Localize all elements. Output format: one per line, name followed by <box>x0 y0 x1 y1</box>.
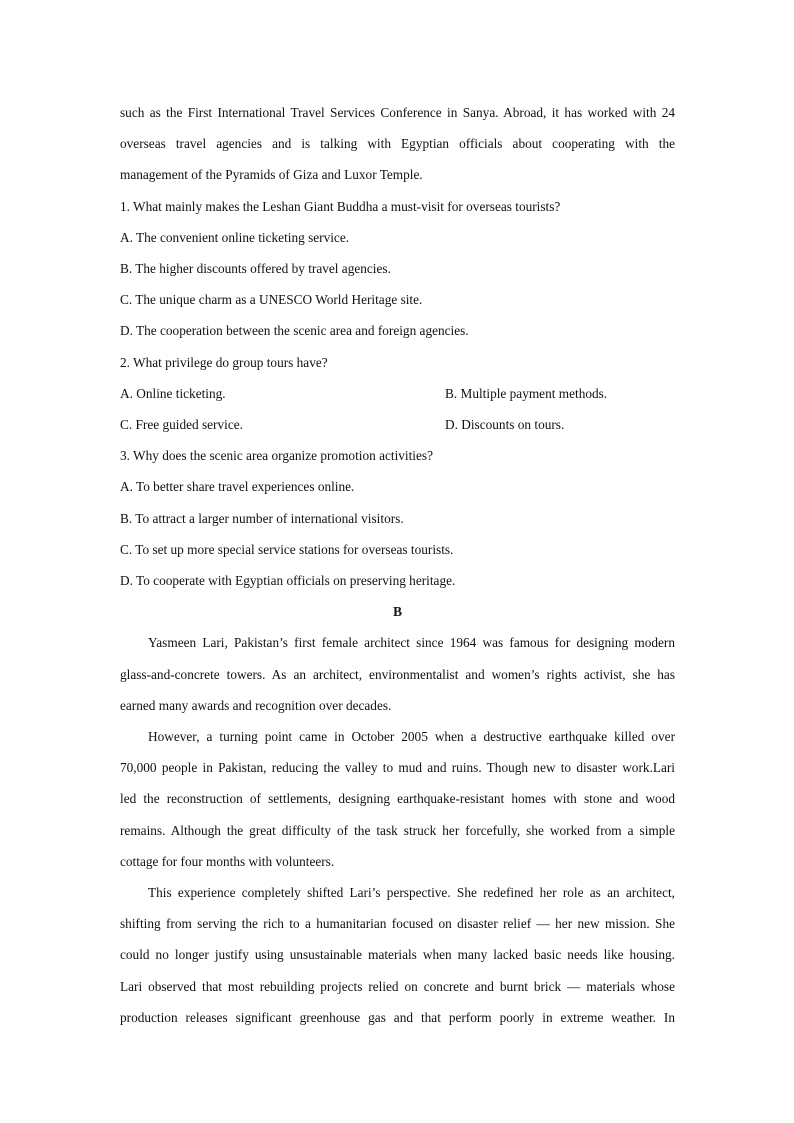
option-d: D. The cooperation between the scenic area and foreign agencies. <box>120 323 469 339</box>
passage-a-tail <box>120 97 675 191</box>
question-3 <box>120 440 675 596</box>
option-d: D. To cooperate with Egyptian officials on preserving heritage. <box>120 573 456 589</box>
text-line: led the reconstruction of settlements, designing earthquake-resistant homes with stone and wood <box>120 791 675 807</box>
text-line: cottage for four months with volunteers. <box>120 853 335 869</box>
question-stem: 2. What privilege do group tours have? <box>120 354 328 370</box>
text-line: shifting from serving the rich to a humanitarian focused on disaster relief — her new mission. She <box>120 916 675 932</box>
text-line: such as the First International Travel Services Conference in Sanya. Abroad, it has worked with 24 <box>120 105 675 120</box>
options-row <box>120 409 675 440</box>
option-b: B. To attract a larger number of international visitors. <box>120 510 404 526</box>
text-line: This experience completely shifted Lari’s perspective. She redefined her role as an architect, <box>148 884 675 900</box>
text-line: production releases significant greenhouse gas and that perform poorly in extreme weather. In <box>120 1009 675 1025</box>
text-line: remains. Although the great difficulty of the task struck her forcefully, she worked from a simple <box>120 822 675 838</box>
text-line: 70,000 people in Pakistan, reducing the valley to mud and ruins. Though new to disaster work.Lari <box>120 760 675 776</box>
document-page <box>120 97 675 1033</box>
option-b: B. Multiple payment methods. <box>445 385 608 401</box>
option-a: A. To better share travel experiences online. <box>120 479 355 495</box>
section-b-paragraph-3 <box>120 877 675 1033</box>
option-c: C. The unique charm as a UNESCO World Heritage site. <box>120 292 423 308</box>
option-c: C. To set up more special service stations for overseas tourists. <box>120 541 454 557</box>
section-b-paragraph-2 <box>120 721 675 877</box>
text-line: However, a turning point came in October 2005 when a destructive earthquake killed over <box>148 729 675 744</box>
option-b: B. The higher discounts offered by travel agencies. <box>120 260 391 276</box>
section-heading: B <box>393 604 402 620</box>
text-line: overseas travel agencies and is talking with Egyptian officials about cooperating with the <box>120 136 675 152</box>
question-2 <box>120 347 675 441</box>
option-d: D. Discounts on tours. <box>445 417 565 432</box>
option-a: A. Online ticketing. <box>120 385 226 401</box>
text-line: Yasmeen Lari, Pakistan’s first female architect since 1964 was famous for designing modern <box>148 635 675 651</box>
text-line: Lari observed that most rebuilding projects relied on concrete and burnt brick — materials whose <box>120 978 675 994</box>
text-line: earned many awards and recognition over decades. <box>120 697 392 713</box>
text-line: management of the Pyramids of Giza and Luxor Temple. <box>120 167 423 183</box>
question-1 <box>120 191 675 347</box>
question-stem: 3. Why does the scenic area organize promotion activities? <box>120 448 433 464</box>
option-a: A. The convenient online ticketing service. <box>120 229 350 245</box>
options-row <box>120 378 675 409</box>
text-line: glass-and-concrete towers. As an architect, environmentalist and women’s rights activist, she has <box>120 666 675 682</box>
text-line: could no longer justify using unsustainable materials when many lacked basic needs like housing. <box>120 947 675 963</box>
section-b-paragraph-1 <box>120 627 675 721</box>
option-c: C. Free guided service. <box>120 417 243 432</box>
question-stem: 1. What mainly makes the Leshan Giant Buddha a must-visit for overseas tourists? <box>120 198 561 214</box>
